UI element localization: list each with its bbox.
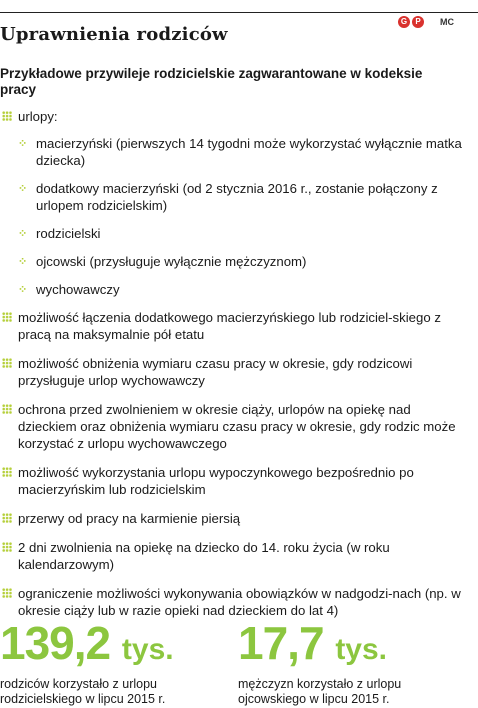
arrow-bullet-icon: ⁘	[18, 284, 28, 296]
sub-list-item: ⁘ macierzyński (pierwszych 14 tygodni może wykorzystać wyłącznie matka dziecka)	[18, 136, 462, 168]
dot-bullet-icon	[2, 358, 12, 368]
stat-parental-leave	[0, 617, 174, 707]
dot-bullet-icon	[2, 312, 12, 322]
dot-bullet-icon	[2, 513, 12, 523]
sub-list-item: ⁘ dodatkowy macierzyński (od 2 stycznia 2016 r., zostanie połączony z urlopem rodzicielskim)	[18, 181, 438, 213]
list-item: ochrona przed zwolnieniem w okresie ciąży, urlopów na opiekę nad dzieckiem oraz obniżenia wymiaru czasu pracy w okresie, gdy rodzic może korzystać z urlopu wychowawczego	[0, 401, 470, 452]
subtitle: Przykładowe przywileje rodzicielskie zagwarantowane w kodeksie pracy	[0, 66, 423, 97]
publisher-logo: G P	[398, 16, 424, 28]
list-item: 2 dni zwolnienia na opiekę na dziecko do 14. roku życia (w roku kalendarzowym)	[0, 539, 470, 573]
stat-caption: mężczyzn korzystało z urlopu ojcowskiego w lipcu 2015 r.	[238, 677, 402, 706]
page-title: Uprawnienia rodziców	[0, 24, 228, 45]
sub-list-item: ⁘ ojcowski (przysługuje wyłącznie mężczyznom)	[18, 254, 307, 269]
sub-list-item: ⁘ wychowawczy	[18, 282, 120, 297]
dot-bullet-icon	[2, 467, 12, 477]
list-item: możliwość łączenia dodatkowego macierzyńskiego lub rodziciel-skiego z pracą na maksymalnie pół etatu	[0, 309, 470, 343]
dot-bullet-icon	[2, 588, 12, 598]
stat-number: 139,2 tys.	[0, 617, 174, 669]
list-item: przerwy od pracy na karmienie piersią	[0, 510, 470, 527]
arrow-bullet-icon: ⁘	[18, 256, 28, 268]
list-item: możliwość wykorzystania urlopu wypoczynkowego bezpośrednio po macierzyńskim lub rodzicielskim	[0, 464, 470, 498]
privileges-list	[0, 108, 470, 631]
sub-list-item: ⁘ rodzicielski	[18, 226, 101, 241]
source-label: MC	[440, 17, 454, 27]
arrow-bullet-icon: ⁘	[18, 183, 28, 195]
top-rule	[0, 12, 478, 13]
arrow-bullet-icon: ⁘	[18, 138, 28, 150]
dot-bullet-icon	[2, 542, 12, 552]
arrow-bullet-icon: ⁘	[18, 228, 28, 240]
list-item: ograniczenie możliwości wykonywania obowiązków w nadgodzi-nach (np. w okresie ciąży lub w razie opieki nad dzieckiem do lat 4)	[0, 585, 470, 619]
stat-paternity-leave	[238, 617, 402, 707]
dot-bullet-icon	[2, 404, 12, 414]
dot-bullet-icon	[2, 111, 12, 121]
list-item: możliwość obniżenia wymiaru czasu pracy w okresie, gdy rodzicowi przysługuje urlop wychowawczy	[0, 355, 470, 389]
stat-caption: rodziców korzystało z urlopu rodzicielskiego w lipcu 2015 r.	[0, 677, 166, 706]
stat-number: 17,7 tys.	[238, 617, 388, 669]
stats-section	[0, 617, 478, 708]
list-item: urlopy:	[0, 108, 470, 125]
